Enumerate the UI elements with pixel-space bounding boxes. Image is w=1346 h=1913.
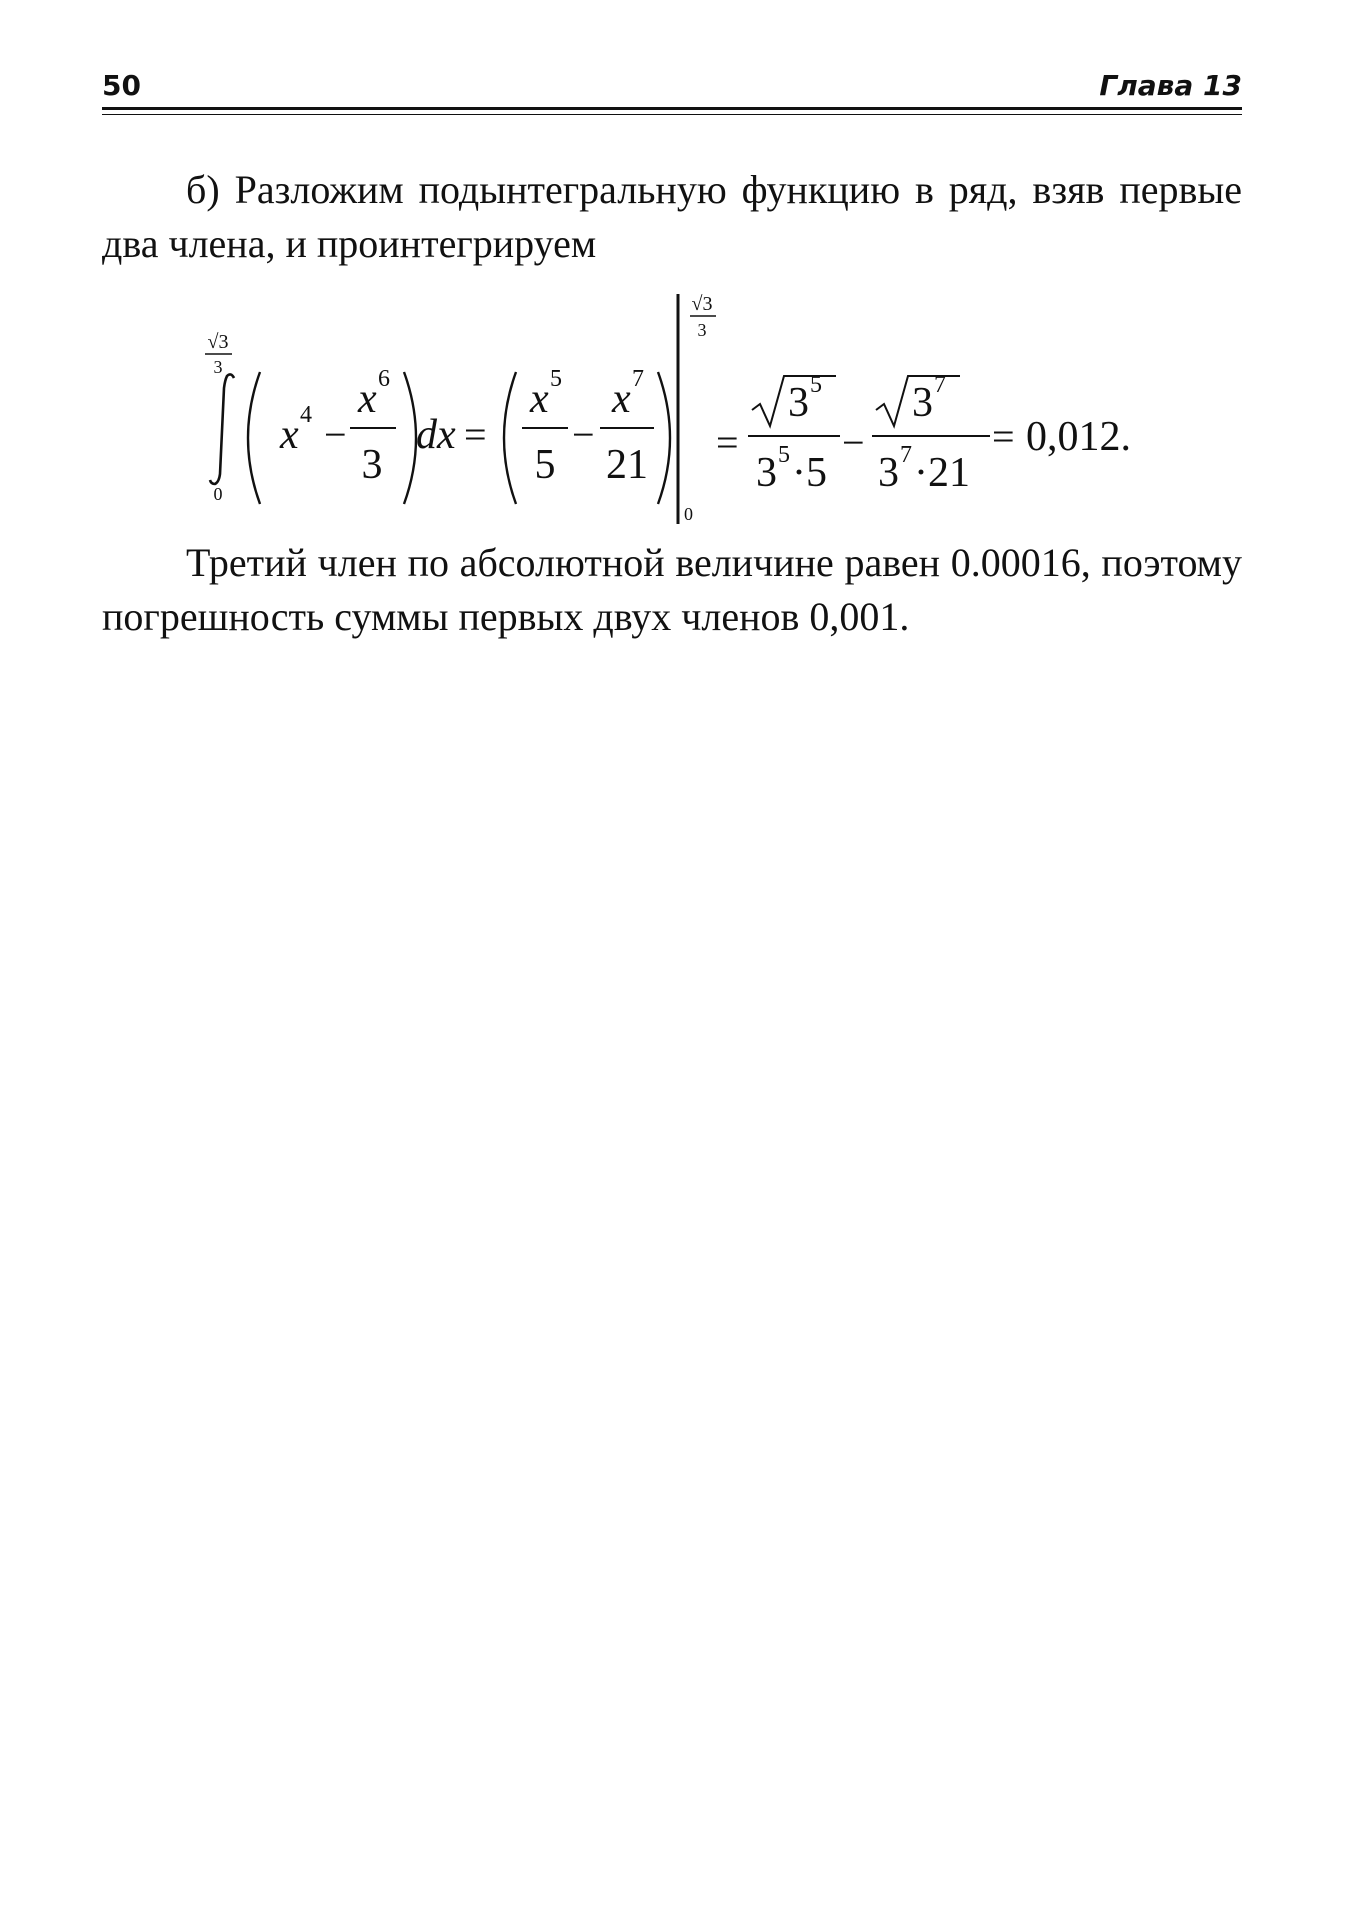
antideriv-minus: − [572,412,595,457]
antideriv-frac1-num-exp: 5 [550,366,562,392]
integrand-frac-den: 3 [361,442,383,488]
result-frac2-den-exp: 7 [900,442,912,468]
header-rule-thick [102,107,1242,110]
evaluation-bar [678,293,716,524]
eval-lower: 0 [684,504,693,524]
integrand-frac-num-base: x [358,376,377,422]
header-rule-thin [102,114,1242,115]
antideriv-frac1-num-base: x [530,376,549,422]
integral-upper-limit-num: √3 [207,331,229,353]
integral-upper-limit-den: 3 [213,357,223,377]
eval-upper-num: √3 [691,293,713,315]
result-frac1-num-exp: 5 [810,372,822,398]
page-number: 50 [102,69,141,102]
result-frac1-den-base: 3 [756,450,777,496]
paren-right-2 [658,372,670,504]
paren-right-1 [404,372,416,504]
integrand-minus: − [324,412,347,457]
result-frac2-num-exp: 7 [934,372,946,398]
result-minus: − [842,420,865,465]
antideriv-frac2-num-base: x [612,376,631,422]
chapter-title: Глава 13 [1099,69,1242,102]
integrand-term1-exp: 4 [300,402,312,428]
equals-1: = [464,412,487,457]
paragraph-intro: б) Разложим подынтегральную функцию в ряд, взяв первые два члена, и проинтегрируем [102,167,1242,266]
result-frac1-den-rest: ·5 [792,450,827,496]
integral-lower-limit: 0 [213,484,223,504]
integral-sign [205,331,234,504]
page-header [102,66,1242,118]
result-value: 0,012. [1026,414,1131,460]
paren-left-2 [504,372,516,504]
result-frac1-den-exp: 5 [778,442,790,468]
antideriv-frac2-num-exp: 7 [632,366,644,392]
antideriv-frac1-den: 5 [534,442,556,488]
equals-3: = [992,414,1015,459]
integral-symbol [210,374,234,484]
integral-formula [200,288,1160,528]
differential: dx [416,412,456,458]
integrand-frac-num-exp: 6 [378,366,390,392]
result-frac2-den-rest: ·21 [914,450,970,496]
paragraph-conclusion: Третий член по абсолютной величине равен 0.00016, поэтому погрешность суммы первых двух членов 0,001. [102,540,1242,639]
eval-upper-den: 3 [697,320,707,340]
result-frac1-num-base: 3 [788,380,809,426]
equals-2: = [716,420,739,465]
paren-left-1 [248,372,260,504]
integrand-term1-base: x [280,412,299,458]
result-frac2-den-base: 3 [878,450,899,496]
antideriv-frac2-den: 21 [606,442,648,488]
result-frac2-num-base: 3 [912,380,933,426]
